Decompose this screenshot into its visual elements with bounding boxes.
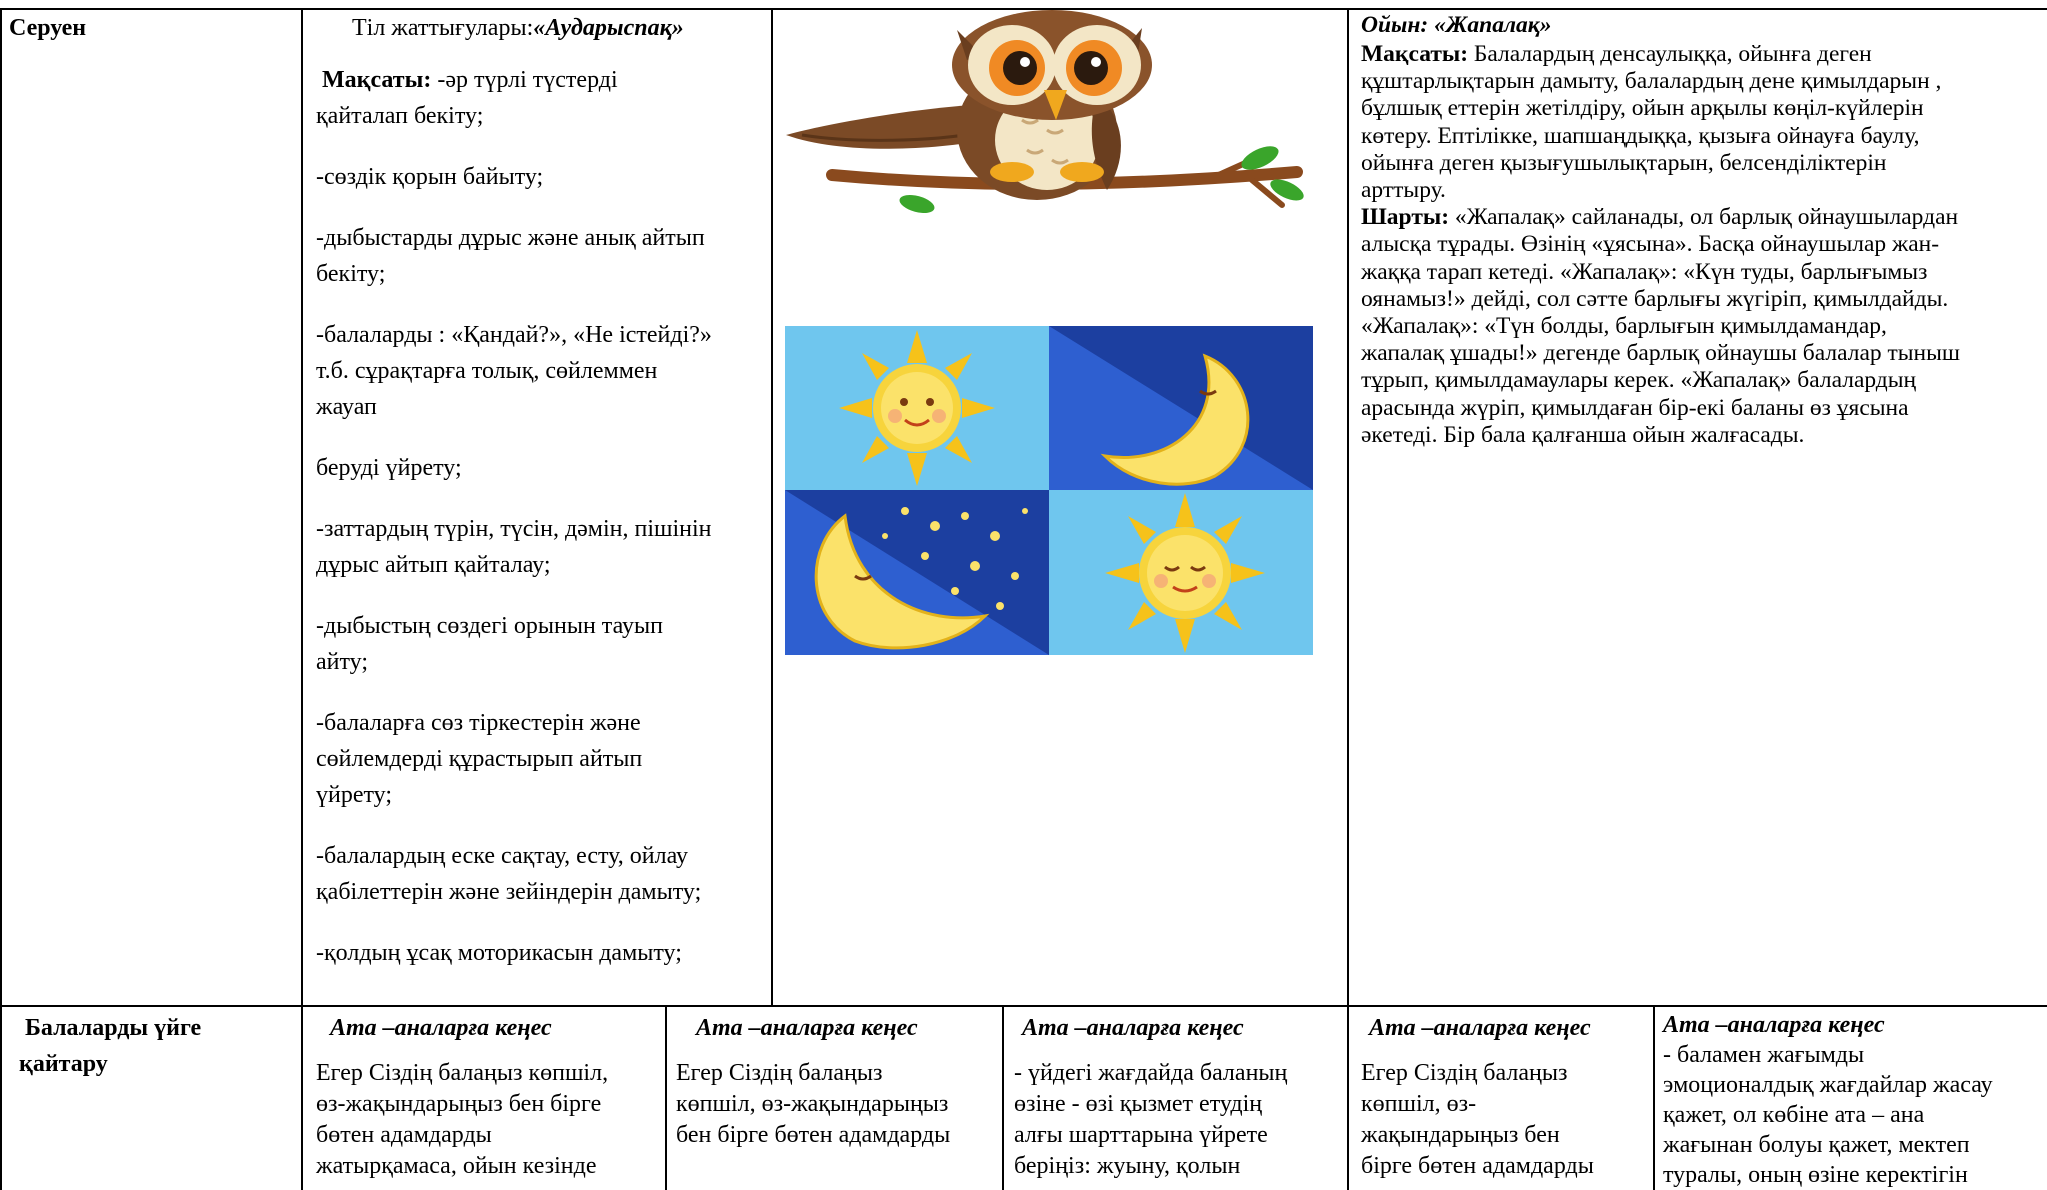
- exercise-item: [316, 608, 766, 680]
- advice-body: [1361, 1058, 1651, 1182]
- game-rules-line: [1361, 204, 2047, 231]
- advice-line: өзіне - өзі қызмет етудің: [1014, 1091, 1263, 1117]
- game-cell: [1361, 9, 2047, 449]
- game-rules: [1361, 204, 2047, 449]
- game-rules-line: «Жапалақ»: «Түн болды, барлығын қимылдамандар,: [1361, 313, 1887, 340]
- exercise-list: [316, 134, 766, 971]
- advice-line: беріңіз: жуыну, қолын: [1014, 1153, 1241, 1179]
- exercise-item: [316, 159, 766, 195]
- advice-line: жақындарыңыз бен: [1361, 1122, 1560, 1148]
- advice-line: бірге бөтен адамдарды: [1361, 1153, 1594, 1179]
- advice-cell-2: [676, 1010, 996, 1151]
- game-rules-line: жаққа тарап кетеді. «Жапалақ»: «Күн туды, барлығымыз: [1361, 258, 1928, 285]
- col-divider-2: [771, 8, 773, 1007]
- advice-title: Ата –аналарға кеңес: [1663, 1012, 1885, 1038]
- exercise-item-line: т.б. сұрақтарға толық, сөйлеммен: [316, 358, 658, 384]
- exercise-goal-text-1: -әр түрлі түстерді: [431, 67, 618, 93]
- col-divider-1: [301, 8, 303, 1190]
- exercise-item: [316, 705, 766, 813]
- exercise-item-line: қабілеттерін және зейіндерін дамыту;: [316, 879, 702, 905]
- advice-cell-1: [316, 1010, 661, 1182]
- exercise-item-line: жауап: [316, 394, 377, 420]
- advice-cell-3: [1014, 1010, 1344, 1182]
- advice-line: жағынан болуы қажет, мектеп: [1663, 1132, 1970, 1158]
- exercise-heading-prefix: Тіл жаттығулары:: [352, 15, 534, 41]
- advice-cell-5: [1663, 1010, 2047, 1190]
- row-divider: [0, 1005, 2047, 1007]
- col-divider-3: [1347, 8, 1349, 1190]
- table-left-border: [0, 8, 2, 1190]
- exercise-item-line: үйрету;: [316, 782, 393, 808]
- exercise-item: [316, 317, 766, 425]
- exercise-item-line: беруді үйрету;: [316, 455, 462, 481]
- advice-line: Егер Сіздің балаңыз: [676, 1060, 883, 1086]
- advice-line: Егер Сіздің балаңыз көпшіл,: [316, 1060, 609, 1086]
- game-goal-line: ойынға деген қызығушылықтарын, белсенділіктерін: [1361, 149, 1887, 176]
- exercise-item-line: бекіту;: [316, 261, 386, 287]
- advice-body: [1663, 1040, 2047, 1190]
- row-label-going-home: [19, 1010, 295, 1082]
- game-rules-line: жапалақ ұшады!» дегенде барлық ойнаушы балалар тыныш: [1361, 340, 1961, 367]
- advice-line: қажет, ол көбіне ата – ана: [1663, 1102, 1925, 1128]
- exercise-item-line: -сөздік қорын байыту;: [316, 164, 544, 190]
- advice-line: өз-жақындарыңыз бен бірге: [316, 1091, 602, 1117]
- advice-title: Ата –аналарға кеңес: [1022, 1015, 1244, 1041]
- exercise-item: [316, 220, 766, 292]
- col-divider-r2-c: [1653, 1006, 1655, 1190]
- owl-icon: [782, 10, 1312, 230]
- game-goal: [1361, 41, 2047, 204]
- exercise-item-line: айту;: [316, 649, 369, 675]
- game-rules-line: алысқа тұрады. Өзінің «ұясына». Басқа ойнаушылар жан-: [1361, 231, 1940, 258]
- exercise-item: [316, 450, 766, 486]
- exercise-item-line: -заттардың түрін, түсін, дәмін, пішінін: [316, 516, 712, 542]
- game-rules-line: оянамыз!» дейді, сол сәтте барлығы жүгіріп, қимылдайды.: [1361, 285, 1949, 312]
- exercise-item-line: -балаларға сөз тіркестерін және: [316, 710, 641, 736]
- advice-line: бен бірге бөтен адамдарды: [676, 1122, 951, 1148]
- exercise-heading: [316, 10, 766, 46]
- exercise-item-line: сөйлемдерді құрастырып айтып: [316, 746, 643, 772]
- game-rules-line: әкетеді. Бір бала қалғанша ойын жалғасады.: [1361, 421, 1805, 448]
- advice-body: [676, 1058, 996, 1151]
- exercise-item-line: -балаларды : «Қандай?», «Не істейді?»: [316, 322, 712, 348]
- row-label-home-line2: қайтару: [19, 1051, 108, 1077]
- game-goal-line: құштарлықтарын дамыту, балалардың дене қимылдарын ,: [1361, 68, 1942, 95]
- exercise-goal-line2: қайталап бекіту;: [316, 103, 484, 129]
- advice-line: алғы шарттарына үйрете: [1014, 1122, 1268, 1148]
- game-title: Ойын: «Жапалақ»: [1361, 12, 1552, 38]
- advice-line: эмоционалдық жағдайлар жасау: [1663, 1072, 1993, 1098]
- game-rules-text: «Жапалақ» сайланады, ол барлық ойнаушылардан: [1449, 204, 1959, 231]
- advice-body: [316, 1058, 661, 1182]
- exercise-item-line: -дыбыстың сөздегі орынын тауып: [316, 613, 663, 639]
- advice-line: көпшіл, өз-: [1361, 1091, 1477, 1117]
- game-goal-text: Балалардың денсаулыққа, ойынға деген: [1468, 41, 1872, 67]
- game-rules-line: арасында жүріп, қимылдаған бір-екі баланы өз ұясына: [1361, 394, 1909, 421]
- game-goal-line: арттыру.: [1361, 177, 1446, 204]
- language-exercise-cell: [316, 10, 766, 971]
- exercise-item: [316, 511, 766, 583]
- game-goal-line: бұлшық еттерін жетілдіру, ойын арқылы көңіл-күйлерін: [1361, 95, 1924, 122]
- advice-line: көпшіл, өз-жақындарыңыз: [676, 1091, 949, 1117]
- advice-cell-4: [1361, 1010, 1651, 1182]
- day-night-illustration: [785, 326, 1313, 655]
- advice-line: Егер Сіздің балаңыз: [1361, 1060, 1568, 1086]
- row-label-walk: [9, 10, 299, 46]
- advice-line: бөтен адамдарды: [316, 1122, 492, 1148]
- advice-title: Ата –аналарға кеңес: [330, 1015, 552, 1041]
- exercise-goal-label: Мақсаты:: [322, 67, 432, 93]
- exercise-item-line: -дыбыстарды дұрыс және анық айтып: [316, 225, 705, 251]
- advice-title: Ата –аналарға кеңес: [696, 1015, 918, 1041]
- exercise-item-line: дұрыс айтып қайталау;: [316, 552, 551, 578]
- exercise-item-line: -балалардың еске сақтау, есту, ойлау: [316, 843, 689, 869]
- exercise-item-line: -қолдың ұсақ моторикасын дамыту;: [316, 940, 682, 966]
- game-rules-label: Шарты:: [1361, 204, 1450, 231]
- exercise-item: [316, 838, 766, 910]
- col-divider-r2-b: [1002, 1006, 1004, 1190]
- game-goal-line: [1361, 41, 2047, 68]
- owl-illustration: [782, 10, 1312, 230]
- game-goal-line: көтеру. Ептілікке, шапшаңдыққа, қызыға ойнауға баулу,: [1361, 122, 1920, 149]
- row-label-walk-text: Серуен: [9, 15, 87, 41]
- game-rules-line: тұрып, қимылдамаулары керек. «Жапалақ» балалардың: [1361, 367, 1917, 394]
- advice-line: жатырқамаса, ойын кезінде: [316, 1153, 597, 1179]
- advice-title: Ата –аналарға кеңес: [1369, 1015, 1591, 1041]
- sun-moon-icon: [785, 326, 1313, 655]
- col-divider-r2-a: [665, 1006, 667, 1190]
- game-goal-label: Мақсаты:: [1361, 41, 1469, 67]
- advice-line: туралы, оның өзіне керектігін: [1663, 1162, 1968, 1188]
- exercise-heading-title: «Аударыспақ»: [533, 15, 684, 41]
- row-label-home-line1: Балаларды үйге: [25, 1015, 202, 1041]
- advice-body: [1014, 1058, 1344, 1182]
- advice-line: - баламен жағымды: [1663, 1042, 1865, 1068]
- exercise-item: [316, 935, 766, 971]
- exercise-goal-line1: [316, 62, 766, 98]
- advice-line: - үйдегі жағдайда баланың: [1014, 1060, 1288, 1086]
